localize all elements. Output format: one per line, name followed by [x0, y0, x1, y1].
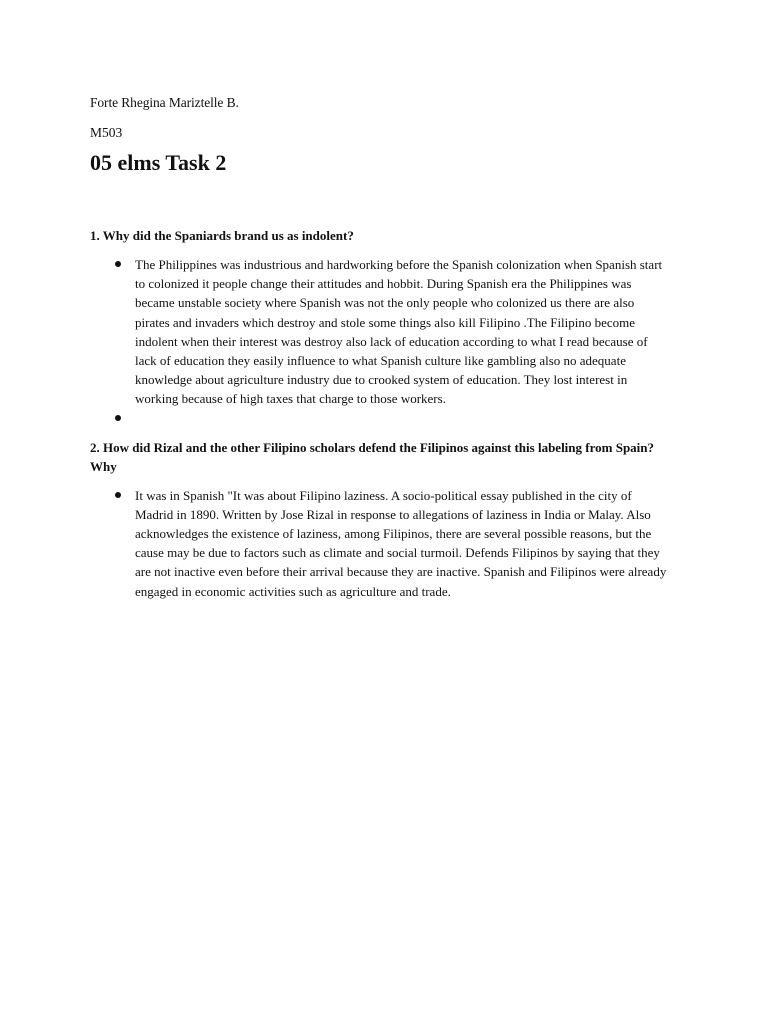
- bullet-icon: [115, 415, 121, 421]
- author-name: Forte Rhegina Mariztelle B.: [90, 95, 239, 110]
- list-item-empty: [135, 409, 680, 428]
- bullet-icon: [115, 492, 121, 498]
- answer-list-2: [90, 486, 680, 601]
- question-1: 1. Why did the Spaniards brand us as indolent?: [90, 228, 354, 243]
- answer-list-1: [90, 255, 680, 428]
- section-code: M503: [90, 125, 123, 140]
- answer-text-1: The Philippines was industrious and hardworking before the Spanish colonization when Spanish start to colonized it people change their attitudes and hobbit. During Spanish era the Philippines was became unstable society where Spanish was not the only people who colonized us there are also pirates and invaders which destroy and stole some things also kill Filipino .The Filipino become indolent when their interest was destroy also lack of education according to what I read because of lack of education they easily influence to what Spanish culture like gambling also no adequate knowledge about agriculture industry due to crooked system of education. They lost interest in working because of high taxes that charge to those workers.: [135, 257, 663, 407]
- question-2: 2. How did Rizal and the other Filipino scholars defend the Filipinos against this labeling from Spain? Why: [90, 439, 655, 474]
- list-item: [135, 255, 680, 409]
- bullet-icon: [115, 261, 121, 267]
- answer-text-2: It was in Spanish "It was about Filipino laziness. A socio-political essay published in the city of Madrid in 1890. Written by Jose Rizal in response to allegations of laziness in India or Malay. Also acknowledges the existence of laziness, among Filipinos, there are several possible reasons, but the cause may be due to factors such as climate and social turmoil. Defends Filipinos by saying that they are not inactive even before their arrival because they are inactive. Spanish and Filipinos were already engaged in economic activities such as agriculture and trade.: [135, 487, 667, 599]
- list-item: [135, 486, 680, 601]
- document-page: [90, 94, 680, 611]
- page-title: 05 elms Task 2: [90, 150, 227, 175]
